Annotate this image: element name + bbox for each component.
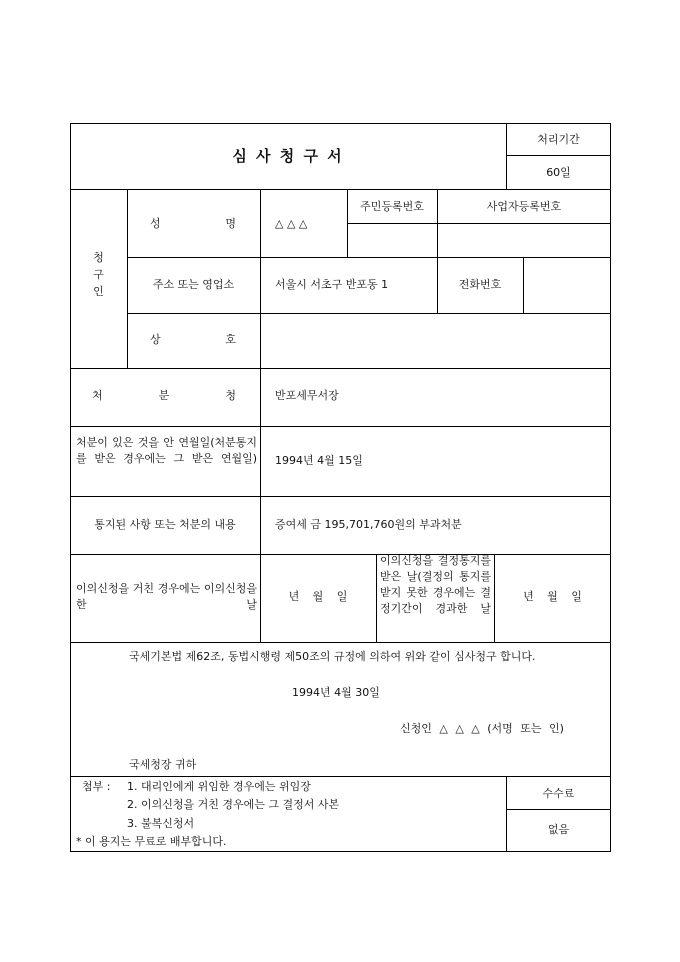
addressee: 국세청장 귀하 (129, 758, 197, 771)
name-label-char: 명 (225, 217, 236, 230)
attachment-item: 1. 대리인에게 위임한 경우에는 위임장 (127, 780, 311, 793)
trade-name-char: 호 (225, 333, 236, 346)
notified-content-label: 통지된 사항 또는 처분의 내용 (94, 518, 236, 531)
attachments-label: 첨부 : (82, 780, 111, 793)
sign-note: (서명 또는 인) (487, 722, 564, 735)
date-known-value: 1994년 4월 15일 (275, 454, 363, 467)
resident-no-label: 주민등록번호 (360, 200, 424, 213)
trade-name-label (150, 333, 236, 347)
notified-content-value: 증여세 금 195,701,760원의 부과처분 (275, 518, 462, 531)
statement-date: 1994년 4월 30일 (292, 686, 380, 699)
business-no-label: 사업자등록번호 (486, 200, 562, 213)
divider (70, 642, 611, 643)
border-bottom (70, 851, 611, 852)
divider (70, 426, 611, 427)
review-request-form (70, 123, 611, 852)
decision-date: 년 월 일 (523, 590, 582, 603)
divider (70, 554, 611, 555)
objection-label: 이의신청을 거친 경우에는 이의신청을 한 날 (76, 582, 257, 611)
attachment-item: 2. 이의신청을 거친 경우에는 그 결정서 사본 (127, 798, 340, 811)
border-right (610, 123, 611, 852)
border-top (70, 123, 611, 124)
disposition-office-label (92, 389, 236, 403)
name-label (150, 217, 236, 231)
name-value: △ △ △ (275, 217, 308, 230)
date-known-label: 처분이 있은 것을 안 연월일(처분통지를 받은 경우에는 그 받은 연월일) (76, 436, 257, 465)
divider (70, 368, 611, 369)
divider (260, 189, 261, 554)
objection-date: 년 월 일 (288, 590, 348, 603)
divider (127, 313, 611, 314)
objection-decision-label: 이의신청을 결정통지를 받은 날(결정의 통지를 받지 못한 경우에는 결정기간이 경과한 날 (380, 554, 491, 615)
claimant-section-char: 청 (93, 251, 104, 264)
disposition-office-char: 처 (92, 389, 103, 402)
border-left (70, 123, 71, 852)
divider (523, 257, 524, 314)
divider (70, 776, 611, 777)
phone-label: 전화번호 (458, 278, 502, 291)
processing-period-label: 처리기간 (537, 133, 580, 146)
applicant-name: △ △ △ (439, 722, 480, 735)
divider (347, 223, 611, 224)
claimant-section-char: 인 (93, 285, 104, 298)
processing-period-value: 60일 (546, 166, 571, 179)
divider (506, 809, 611, 810)
trade-name-char: 상 (150, 333, 161, 346)
divider (506, 155, 611, 156)
divider (376, 554, 377, 643)
address-label: 주소 또는 영업소 (152, 278, 235, 291)
applicant-line (400, 722, 564, 736)
claimant-section-char: 구 (93, 268, 104, 281)
divider (127, 257, 611, 258)
divider (70, 496, 611, 497)
disposition-office-value: 반포세무서장 (275, 389, 339, 402)
distribution-note: * 이 용지는 무료로 배부합니다. (76, 835, 227, 848)
disposition-office-char: 분 (158, 389, 170, 402)
attachment-item: 3. 불복신청서 (127, 817, 195, 830)
claimant-section-label (70, 249, 127, 300)
address-value: 서울시 서초구 반포동 1 (275, 278, 389, 291)
disposition-office-char: 청 (225, 389, 236, 402)
divider (70, 189, 611, 190)
applicant-label: 신청인 (400, 722, 432, 735)
fee-label: 수수료 (542, 787, 575, 800)
name-label-char: 성 (150, 217, 161, 230)
statement-text: 국세기본법 제62조, 동법시행령 제50조의 규정에 의하여 위와 같이 심사청구 합니다. (129, 650, 536, 663)
form-title: 심 사 청 구 서 (232, 147, 344, 165)
fee-value: 없음 (547, 823, 570, 836)
